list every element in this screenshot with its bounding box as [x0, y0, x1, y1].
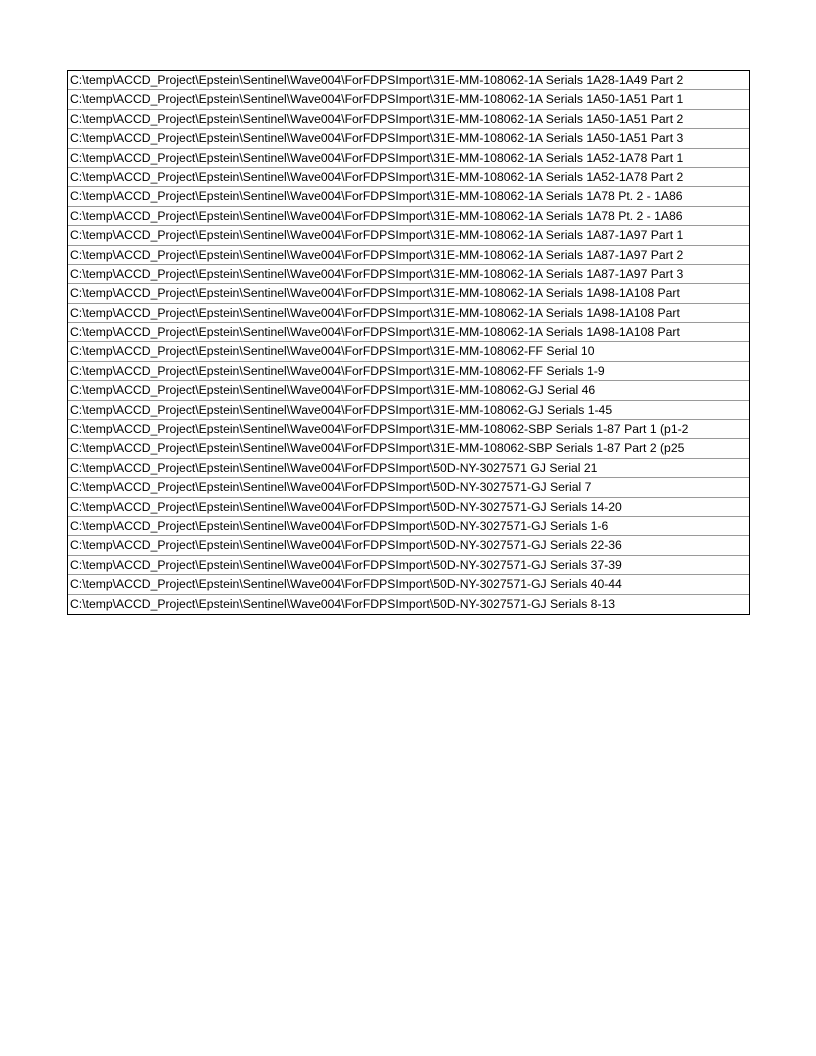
table-row: C:\temp\ACCD_Project\Epstein\Sentinel\Wave004\ForFDPSImport\31E-MM-108062-FF Serials 1-9	[68, 362, 749, 381]
table-row: C:\temp\ACCD_Project\Epstein\Sentinel\Wave004\ForFDPSImport\31E-MM-108062-GJ Serial 46	[68, 381, 749, 400]
table-row: C:\temp\ACCD_Project\Epstein\Sentinel\Wave004\ForFDPSImport\31E-MM-108062-SBP Serials 1-87 Part 1 (p1-2	[68, 420, 749, 439]
table-row: C:\temp\ACCD_Project\Epstein\Sentinel\Wave004\ForFDPSImport\50D-NY-3027571-GJ Serials 8-13	[70, 596, 616, 611]
table-row: C:\temp\ACCD_Project\Epstein\Sentinel\Wave004\ForFDPSImport\31E-MM-108062-1A Serials 1A78 Pt. 2 - 1A86	[68, 187, 749, 206]
table-row: C:\temp\ACCD_Project\Epstein\Sentinel\Wave004\ForFDPSImport\31E-MM-108062-GJ Serials 1-45	[68, 401, 749, 420]
table-row: C:\temp\ACCD_Project\Epstein\Sentinel\Wave004\ForFDPSImport\31E-MM-108062-1A Serials 1A98-1A108 Part	[68, 284, 749, 303]
table-row: C:\temp\ACCD_Project\Epstein\Sentinel\Wave004\ForFDPSImport\31E-MM-108062-1A Serials 1A28-1A49 Part 2	[68, 71, 749, 90]
table-row: C:\temp\ACCD_Project\Epstein\Sentinel\Wave004\ForFDPSImport\50D-NY-3027571-GJ Serials 22-36	[68, 536, 749, 555]
table-row: C:\temp\ACCD_Project\Epstein\Sentinel\Wave004\ForFDPSImport\50D-NY-3027571-GJ Serials 14-20	[68, 498, 749, 517]
table-row: C:\temp\ACCD_Project\Epstein\Sentinel\Wave004\ForFDPSImport\31E-MM-108062-SBP Serials 1-87 Part 2 (p25	[68, 439, 749, 458]
table-row: C:\temp\ACCD_Project\Epstein\Sentinel\Wave004\ForFDPSImport\31E-MM-108062-FF Serial 10	[68, 342, 749, 361]
table-row: C:\temp\ACCD_Project\Epstein\Sentinel\Wave004\ForFDPSImport\31E-MM-108062-1A Serials 1A78 Pt. 2 - 1A86	[68, 207, 749, 226]
file-path-table	[67, 70, 750, 615]
table-row: C:\temp\ACCD_Project\Epstein\Sentinel\Wave004\ForFDPSImport\50D-NY-3027571-GJ Serials 1-6	[68, 517, 749, 536]
table-row: C:\temp\ACCD_Project\Epstein\Sentinel\Wave004\ForFDPSImport\31E-MM-108062-1A Serials 1A98-1A108 Part	[68, 323, 749, 342]
table-row: C:\temp\ACCD_Project\Epstein\Sentinel\Wave004\ForFDPSImport\31E-MM-108062-1A Serials 1A52-1A78 Part 1	[68, 149, 749, 168]
table-row: C:\temp\ACCD_Project\Epstein\Sentinel\Wave004\ForFDPSImport\50D-NY-3027571-GJ Serial 7	[68, 478, 749, 497]
table-row: C:\temp\ACCD_Project\Epstein\Sentinel\Wave004\ForFDPSImport\31E-MM-108062-1A Serials 1A50-1A51 Part 3	[68, 129, 749, 148]
table-row: C:\temp\ACCD_Project\Epstein\Sentinel\Wave004\ForFDPSImport\31E-MM-108062-1A Serials 1A87-1A97 Part 1	[68, 226, 749, 245]
table-row: C:\temp\ACCD_Project\Epstein\Sentinel\Wave004\ForFDPSImport\31E-MM-108062-1A Serials 1A87-1A97 Part 3	[68, 265, 749, 284]
table-row: C:\temp\ACCD_Project\Epstein\Sentinel\Wave004\ForFDPSImport\50D-NY-3027571-GJ Serials 37-39	[68, 556, 749, 575]
table-row: C:\temp\ACCD_Project\Epstein\Sentinel\Wave004\ForFDPSImport\50D-NY-3027571-GJ Serials 40-44	[68, 575, 749, 594]
table-row: C:\temp\ACCD_Project\Epstein\Sentinel\Wave004\ForFDPSImport\31E-MM-108062-1A Serials 1A50-1A51 Part 2	[68, 110, 749, 129]
table-row: C:\temp\ACCD_Project\Epstein\Sentinel\Wave004\ForFDPSImport\50D-NY-3027571 GJ Serial 21	[68, 459, 749, 478]
table-row: C:\temp\ACCD_Project\Epstein\Sentinel\Wave004\ForFDPSImport\31E-MM-108062-1A Serials 1A87-1A97 Part 2	[68, 246, 749, 265]
table-row: C:\temp\ACCD_Project\Epstein\Sentinel\Wave004\ForFDPSImport\31E-MM-108062-1A Serials 1A98-1A108 Part	[68, 304, 749, 323]
table-row: C:\temp\ACCD_Project\Epstein\Sentinel\Wave004\ForFDPSImport\31E-MM-108062-1A Serials 1A52-1A78 Part 2	[68, 168, 749, 187]
table-row: C:\temp\ACCD_Project\Epstein\Sentinel\Wave004\ForFDPSImport\31E-MM-108062-1A Serials 1A50-1A51 Part 1	[68, 90, 749, 109]
